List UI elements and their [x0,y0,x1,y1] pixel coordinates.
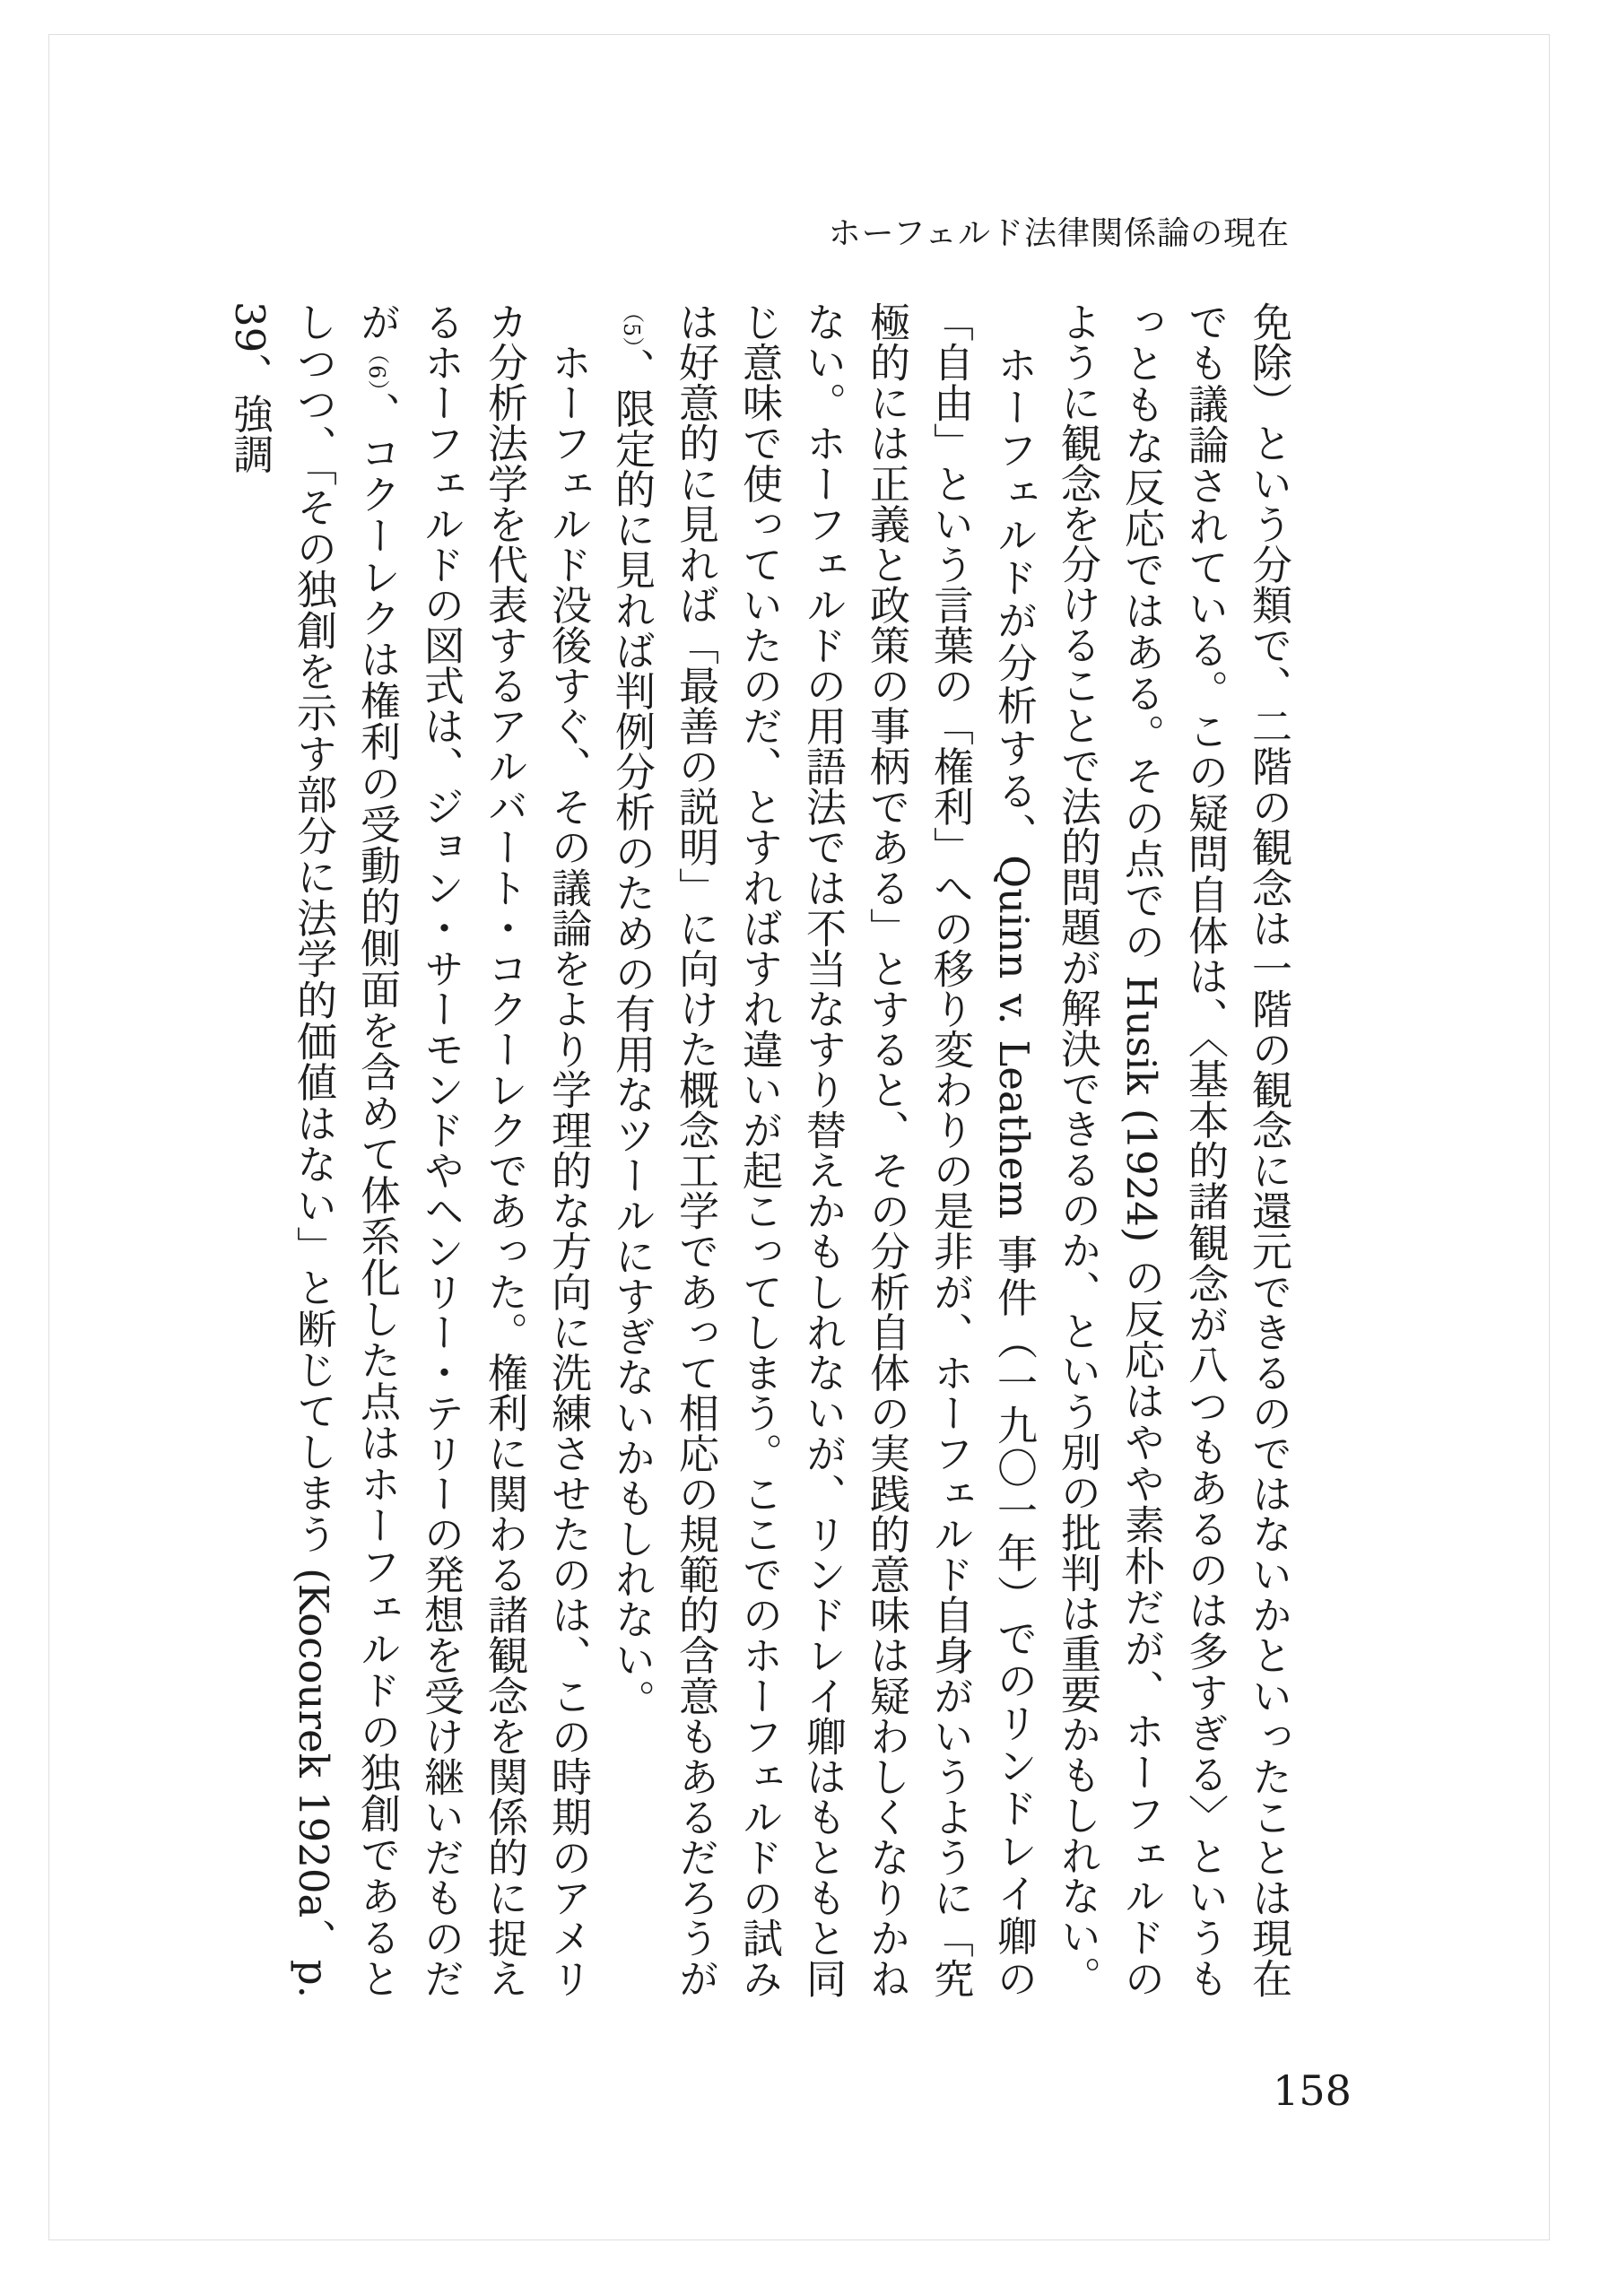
paragraph [218,301,600,1998]
paragraph [600,301,1046,1998]
footnote-marker: （5） [619,301,644,348]
text-run: 免除）という分類で、二階の観念は一階の観念に還元できるのではないかといったことは現在でも議論されている。この疑問自体は、〈基本的諸観念が八つもあるのは多すぎる〉というもっともな反応ではある。その点での Husik (1924) の反応はやや素朴だが、ホーフェルドのように観念を分けることで法的問題が解決できるのか、という別の批判は重要かもしれない。 [1054,301,1292,1998]
text-run: ホーフェルド没後すぐ、その議論をより学理的な方向に洗練させたのは、この時期のアメリカ分析法学を代表するアルバート・コクーレクであった。権利に関わる諸観念を関係的に捉えるホーフェルドの図式は、ジョン・サーモンドやヘンリー・テリーの発想を受け継いだものだが [353,301,592,1999]
text-run: ホーフェルドが分析する、Quinn v. Leathem 事件（一九〇一年）でのリンドレイ卿の「自由」という言葉の「権利」への移り変わりの是非が、ホーフェルド自身がいうように「究極的には正義と政策の事柄である」とすると、その分析自体の実践的意味は疑わしくなりかねない。ホーフェルドの用語法では不当なすり替えかもしれないが、リンドレイ卿はもともと同じ意味で使っていたのだ、とすればすれ違いが起こってしまう。ここでのホーフェルドの試みは好意的に見れば「最善の説明」に向けた概念工学であって相応の規範的含意もあるだろうが [672,301,1038,1999]
text-run: 、コクーレクは権利の受動的側面を含めて体系化した点はホーフェルドの独創であるとしつつ、「その独創を示す部分に法学的価値はない」と断じてしまう (Kocourek 1920a、p. 39、強調 [226,301,401,1999]
text-run: 、限定的に見れば判例分析のための有用なツールにすぎないかもしれない。 [608,347,656,1720]
main-vertical-text [218,301,1300,1998]
page-number: 158 [1273,2066,1352,2115]
paragraph [1046,301,1300,1998]
running-head-title: ホーフェルド法律関係論の現在 [828,215,1290,252]
footnote-marker: （6） [364,342,389,392]
